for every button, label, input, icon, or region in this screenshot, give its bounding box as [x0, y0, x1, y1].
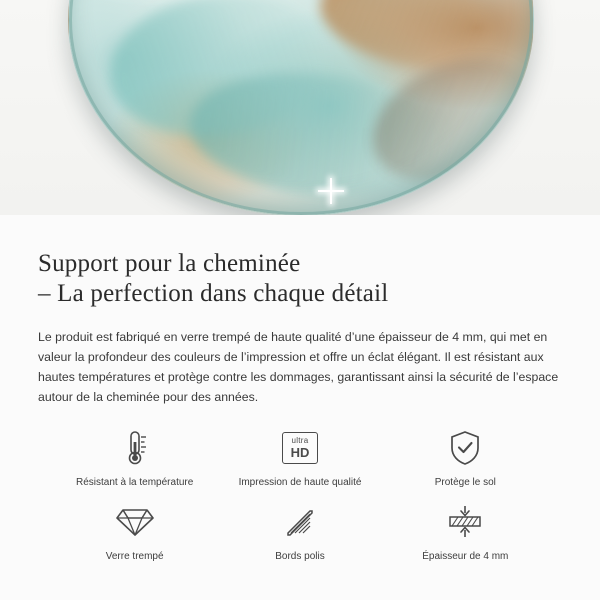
feature-label: Bords polis — [275, 551, 325, 562]
thermometer-icon — [117, 427, 153, 469]
feature-label: Impression de haute qualité — [238, 477, 362, 488]
feature-thickness-4mm — [383, 501, 548, 563]
feature-tempered-glass — [52, 501, 217, 563]
feature-label: Épaisseur de 4 mm — [422, 551, 509, 562]
ultra-hd-badge-top: ultra — [291, 436, 309, 445]
diamond-icon — [115, 501, 155, 543]
product-description-text: Le produit est fabriqué en verre trempé de haute qualité d’une épaisseur de 4 mm, qui met en valeur la profondeur des couleurs de l’impression et offre un éclat élégant. Il est résistant aux hautes températures et protège contre les dommages, garantissant ainsi la sécurité de l’espace autour de la cheminée pour des années. — [38, 330, 559, 404]
content-area — [0, 215, 600, 563]
feature-protects-floor — [383, 427, 548, 489]
hero-product-image — [0, 0, 600, 215]
polished-edges-icon — [282, 501, 318, 543]
feature-grid — [38, 427, 562, 563]
feature-polished-edges — [217, 501, 382, 563]
page-title — [38, 249, 562, 309]
ultra-hd-icon — [282, 427, 318, 469]
thickness-arrows-icon — [445, 501, 485, 543]
shield-check-icon — [448, 427, 482, 469]
feature-high-quality-print — [217, 427, 382, 489]
feature-temperature-resistant — [52, 427, 217, 489]
ultra-hd-badge-bottom: HD — [290, 445, 310, 460]
feature-label: Résistant à la température — [76, 477, 194, 488]
headline-line-1: Support pour la cheminée — [38, 250, 301, 277]
feature-label: Protège le sol — [434, 477, 496, 488]
feature-label: Verre trempé — [105, 551, 164, 562]
headline-line-2: – La perfection dans chaque détail — [38, 280, 389, 307]
